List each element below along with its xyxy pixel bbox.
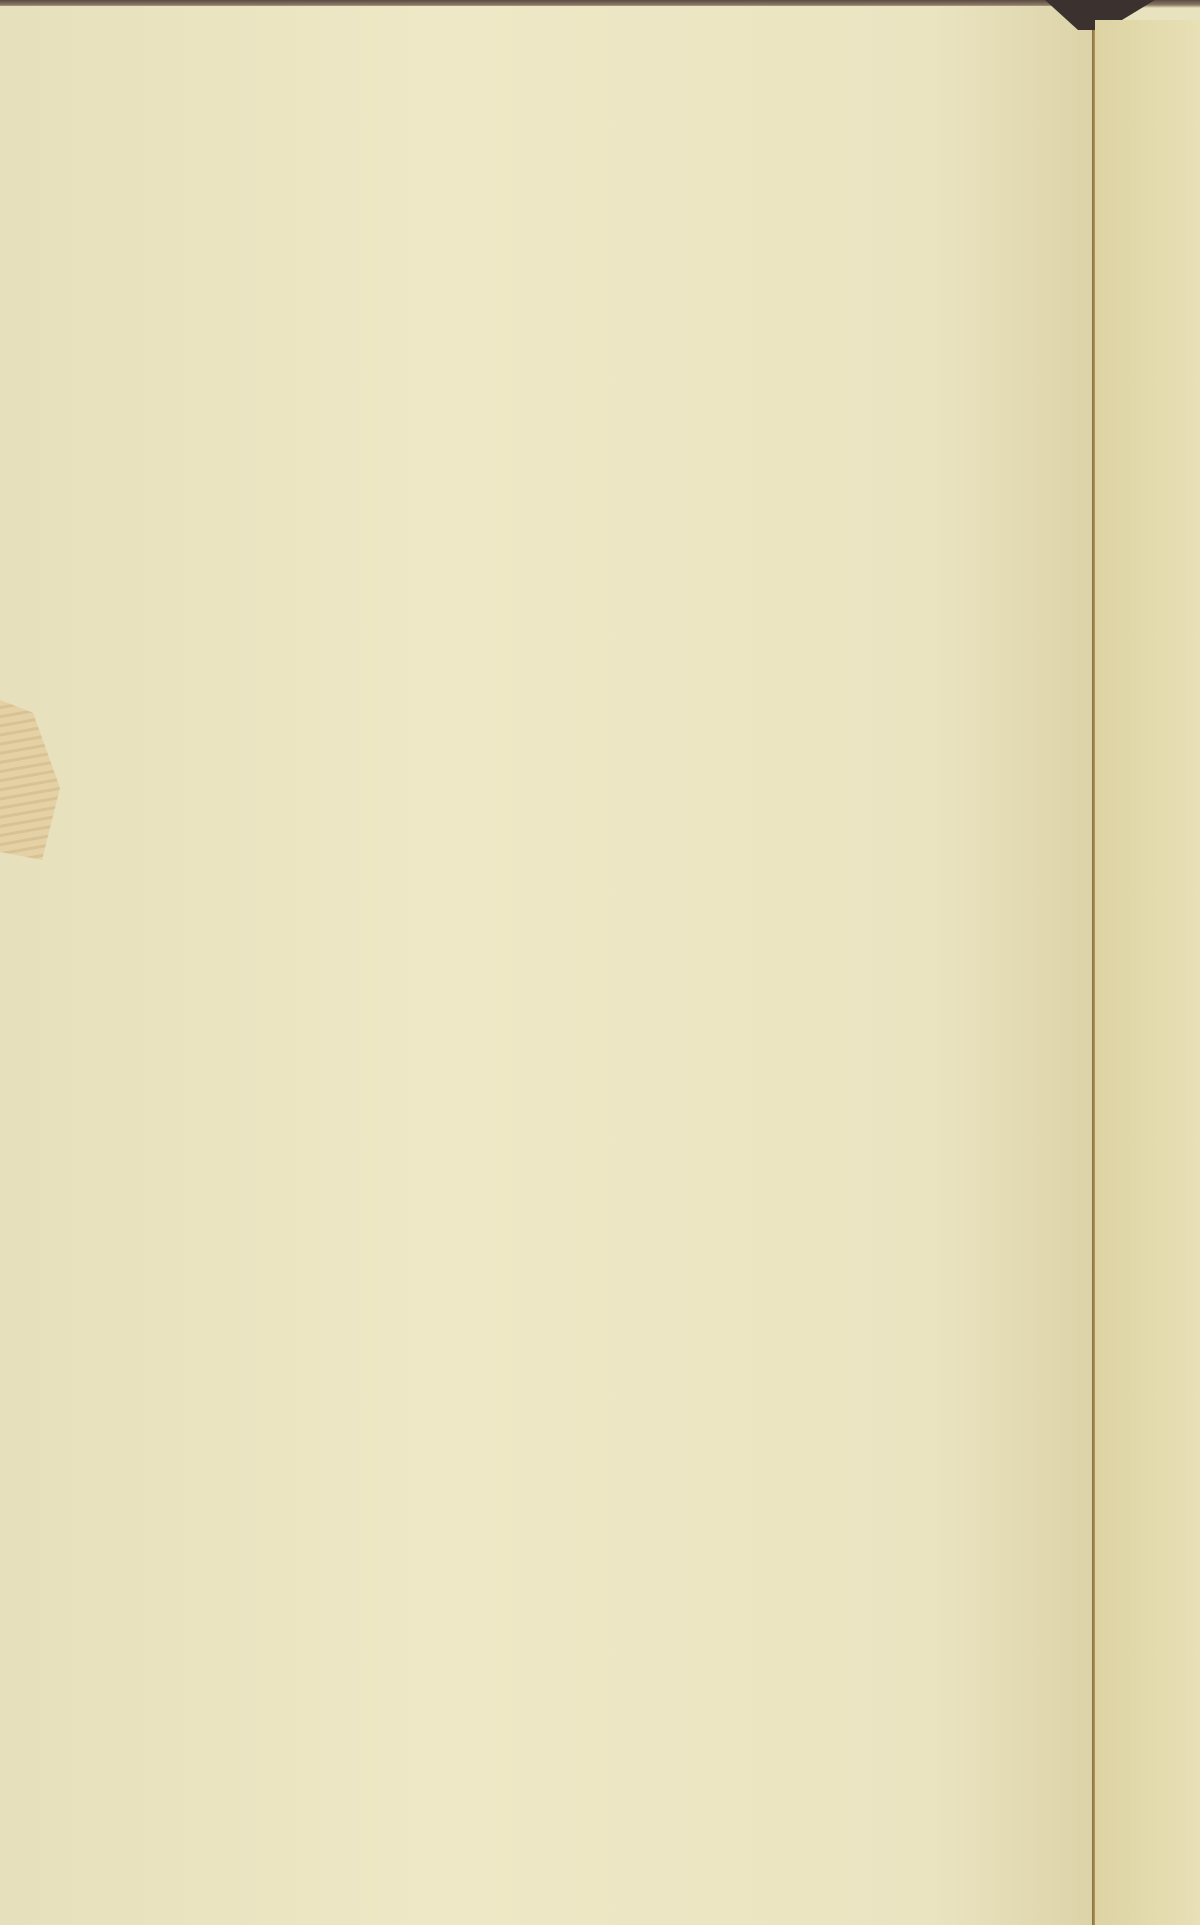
left-page xyxy=(0,6,1094,1925)
facing-page xyxy=(1095,20,1200,1925)
running-head xyxy=(270,80,1060,120)
